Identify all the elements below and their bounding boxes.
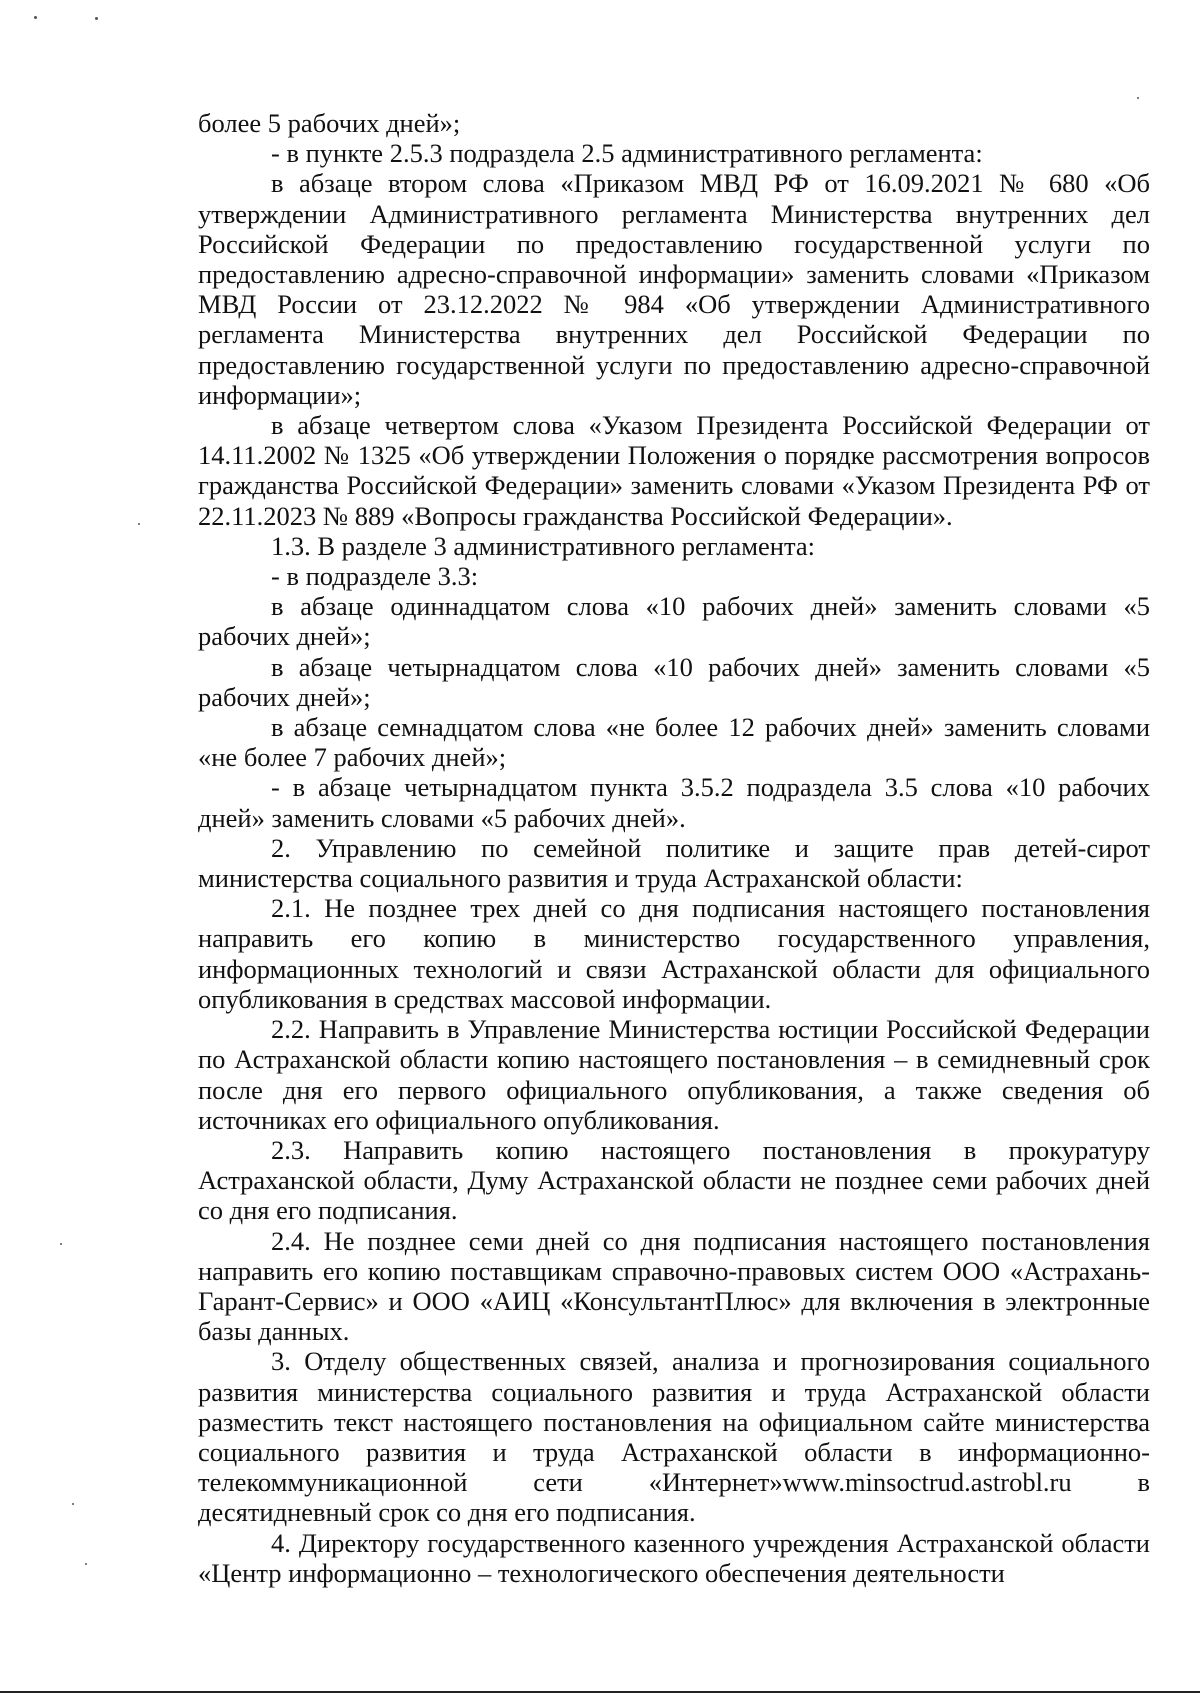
paragraph: - в абзаце четырнадцатом пункта 3.5.2 подраздела 3.5 слова «10 рабочих дней» заменить словами «5 рабочих дней». — [198, 772, 1150, 833]
paragraph: 2.4. Не позднее семи дней со дня подписания настоящего постановления направить его копию поставщикам справочно-правовых систем ООО «Астрахань-Гарант-Сервис» и ООО «АИЦ «КонсультантПлюс» для включения в электронные базы данных. — [198, 1225, 1150, 1347]
paragraph: 2.1. Не позднее трех дней со дня подписания настоящего постановления направить его копию в министерство государственного управления, информационных технологий и связи Астраханской области для официального опубликования в средствах массовой информации. — [198, 893, 1150, 1014]
scan-speck — [95, 17, 98, 20]
paragraph: 3. Отделу общественных связей, анализа и прогнозирования социального развития министерства социального развития и труда Астраханской области разместить текст настоящего постановления на официальном сайте министерства социального развития и труда Астраханской области в информационно-телекоммуникационной сети «Интернет»www.minsoctrud.astrobl.ru в десятидневный срок со дня его подписания. — [198, 1346, 1150, 1528]
scan-speck — [72, 1503, 74, 1505]
paragraph: 2.3. Направить копию настоящего постановления в прокуратуру Астраханской области, Думу Астраханской области не позднее семи рабочих дней со дня его подписания. — [198, 1134, 1150, 1226]
paragraph: более 5 рабочих дней»; — [198, 108, 461, 138]
paragraph: в абзаце четырнадцатом слова «10 рабочих дней» заменить словами «5 рабочих дней»; — [198, 651, 1150, 712]
scan-speck — [1137, 97, 1139, 99]
paragraph: - в подразделе 3.3: — [271, 561, 479, 592]
scan-speck — [85, 1563, 87, 1565]
paragraph: - в пункте 2.5.3 подраздела 2.5 административного регламента: — [271, 138, 983, 169]
document-text — [198, 108, 1150, 1588]
page-bottom-edge — [0, 1691, 1200, 1693]
paragraph: 2. Управлению по семейной политике и защите прав детей-сирот министерства социального развития и труда Астраханской области: — [198, 832, 1150, 894]
scan-speck — [34, 16, 37, 19]
paragraph: в абзаце семнадцатом слова «не более 12 рабочих дней» заменить словами «не более 7 рабочих дней»; — [198, 712, 1150, 773]
paragraph: 4. Директору государственного казенного учреждения Астраханской области «Центр информационно – технологического обеспечения деятельности — [198, 1527, 1150, 1588]
paragraph: в абзаце втором слова «Приказом МВД РФ от 16.09.2021 № 680 «Об утверждении Административного регламента Министерства внутренних дел Российской Федерации по предоставлению государственной услуги по предоставлению адресно-справочной информации» заменить словами «Приказом МВД России от 23.12.2022 № 984 «Об утверждении Административного регламента Министерства внутренних дел Российской Федерации по предоставлению государственной услуги по предоставлению адресно-справочной информации»; — [198, 168, 1150, 410]
paragraph: в абзаце четвертом слова «Указом Президента Российской Федерации от 14.11.2002 № 1325 «Об утверждении Положения о порядке рассмотрения вопросов гражданства Российской Федерации» заменить словами «Указом Президента РФ от 22.11.2023 № 889 «Вопросы гражданства Российской Федерации». — [198, 410, 1150, 531]
paragraph: 1.3. В разделе 3 административного регламента: — [271, 530, 816, 561]
scan-speck — [138, 523, 140, 525]
paragraph: 2.2. Направить в Управление Министерства юстиции Российской Федерации по Астраханской области копию настоящего постановления – в семидневный срок после дня его первого официального опубликования, а также сведения об источниках его официального опубликования. — [198, 1014, 1150, 1135]
scan-speck — [60, 1243, 62, 1245]
paragraph: в абзаце одиннадцатом слова «10 рабочих дней» заменить словами «5 рабочих дней»; — [198, 591, 1150, 652]
